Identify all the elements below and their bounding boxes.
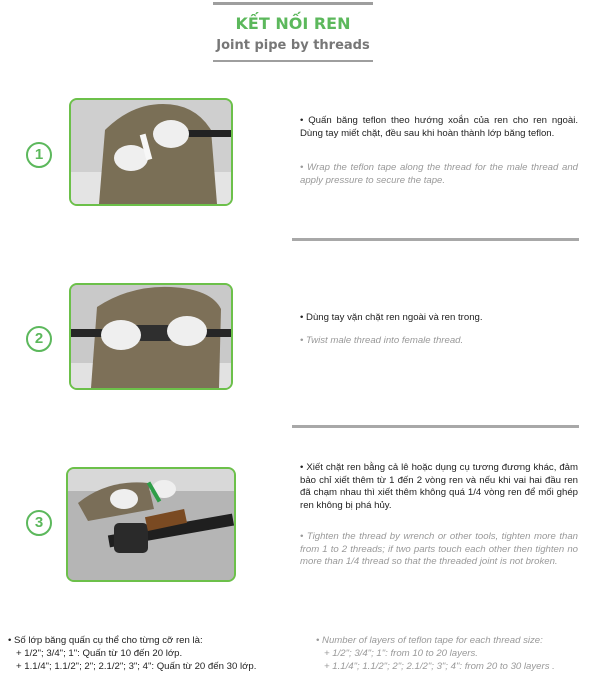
step-3-en-text: • Tighten the thread by wrench or other tools, tighten more than from 1 to 2 threads; if two parts touch each other then tighten no more than 1/4 thread so that the threaded joint is not broken. [300, 531, 578, 567]
step-3-vi-text: • Xiết chặt ren bằng cả lê hoặc dụng cụ tương đương khác, đảm bảo chỉ xiết thêm từ 1 đến 2 vòng ren và nếu khi vai hai đầu ren đã chạm nhau thì xiết thêm không quá 1/4 vòng ren để mối ghép ren không bị phá hủy. [300, 462, 578, 511]
page-subtitle: Joint pipe by threads [216, 38, 370, 53]
notes-vi-line2: + 1.1/4"; 1.1/2"; 2"; 2.1/2"; 3"; 4": Quấn từ 20 đến 30 lớp. [16, 661, 257, 672]
step-1-number: 1 [26, 142, 52, 168]
notes-vi [8, 634, 256, 673]
step-2-en-text: • Twist male thread into female thread. [300, 335, 464, 346]
page-title: KẾT NỐI REN [235, 14, 351, 33]
step-1-vi-text: • Quấn băng teflon theo hướng xoắn của ren cho ren ngoài. Dùng tay miết chặt, đều sau khi hoàn thành lớp băng teflon. [300, 115, 578, 139]
notes-en-line1: + 1/2"; 3/4"; 1": from 10 to 20 layers. [324, 648, 478, 659]
step-3-photo [66, 467, 236, 582]
separator-1 [292, 238, 579, 241]
step-3-number: 3 [26, 510, 52, 536]
notes-vi-line1: + 1/2"; 3/4"; 1": Quấn từ 10 đến 20 lớp. [16, 648, 183, 659]
notes-en-line2: + 1.1/4"; 1.1/2"; 2"; 2.1/2"; 3"; 4": from 20 to 30 layers . [324, 661, 555, 672]
step-2-photo [69, 283, 233, 390]
step-2-number: 2 [26, 326, 52, 352]
header-top-rule [213, 2, 373, 5]
notes-en-intro: • Number of layers of teflon tape for each thread size: [316, 635, 543, 646]
step-1-photo [69, 98, 233, 206]
step-1-en-text: • Wrap the teflon tape along the thread for the male thread and apply pressure to secure the tape. [300, 162, 578, 186]
step-2-vi-text: • Dùng tay vặn chặt ren ngoài và ren trong. [300, 312, 483, 323]
notes-vi-intro: • Số lớp băng quấn cụ thể cho từng cỡ ren là: [8, 635, 203, 646]
header-bottom-rule [213, 60, 373, 62]
separator-2 [292, 425, 579, 428]
notes-en [316, 634, 555, 673]
